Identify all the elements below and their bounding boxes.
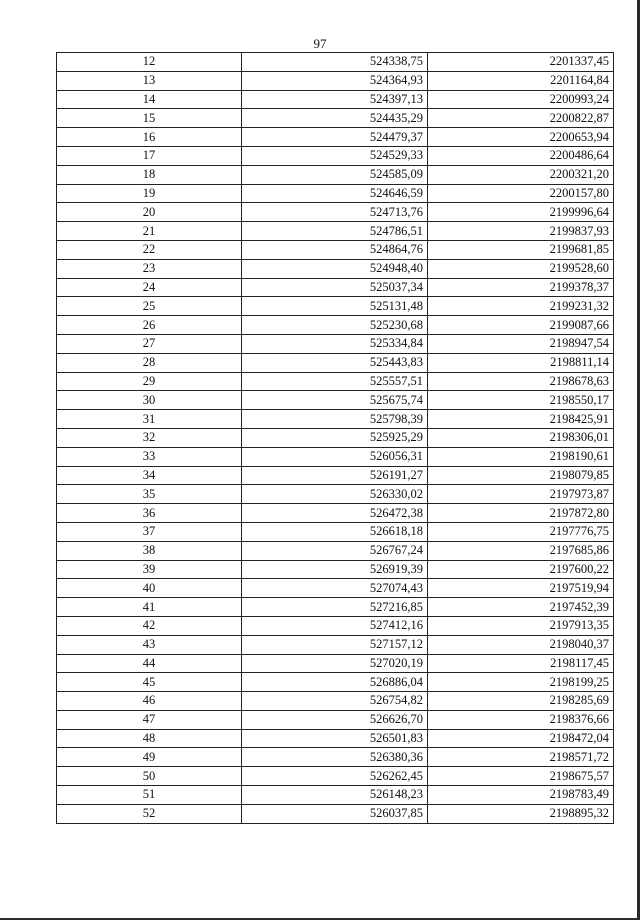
x-coordinate-cell: 526037,85 <box>242 804 428 823</box>
x-coordinate-cell: 525925,29 <box>242 428 428 447</box>
y-coordinate-cell: 2197600,22 <box>428 560 614 579</box>
point-number-cell: 25 <box>57 297 242 316</box>
point-number-cell: 52 <box>57 804 242 823</box>
table-row <box>57 90 614 109</box>
table-row <box>57 372 614 391</box>
point-number-cell: 15 <box>57 109 242 128</box>
point-number-cell: 42 <box>57 616 242 635</box>
table-row <box>57 316 614 335</box>
y-coordinate-cell: 2197973,87 <box>428 485 614 504</box>
point-number-cell: 39 <box>57 560 242 579</box>
y-coordinate-cell: 2200993,24 <box>428 90 614 109</box>
point-number-cell: 46 <box>57 692 242 711</box>
table-row <box>57 767 614 786</box>
y-coordinate-cell: 2198895,32 <box>428 804 614 823</box>
point-number-cell: 22 <box>57 240 242 259</box>
point-number-cell: 49 <box>57 748 242 767</box>
x-coordinate-cell: 527157,12 <box>242 635 428 654</box>
table-row <box>57 710 614 729</box>
point-number-cell: 40 <box>57 579 242 598</box>
x-coordinate-cell: 524435,29 <box>242 109 428 128</box>
table-row <box>57 522 614 541</box>
table-row <box>57 297 614 316</box>
y-coordinate-cell: 2197776,75 <box>428 522 614 541</box>
x-coordinate-cell: 526501,83 <box>242 729 428 748</box>
page-number: 97 <box>313 36 327 51</box>
y-coordinate-cell: 2198199,25 <box>428 673 614 692</box>
table-row <box>57 541 614 560</box>
x-coordinate-cell: 526330,02 <box>242 485 428 504</box>
y-coordinate-cell: 2200822,87 <box>428 109 614 128</box>
x-coordinate-cell: 524529,33 <box>242 146 428 165</box>
point-number-cell: 48 <box>57 729 242 748</box>
x-coordinate-cell: 525037,34 <box>242 278 428 297</box>
x-coordinate-cell: 525557,51 <box>242 372 428 391</box>
y-coordinate-cell: 2199996,64 <box>428 203 614 222</box>
x-coordinate-cell: 526754,82 <box>242 692 428 711</box>
table-row <box>57 71 614 90</box>
y-coordinate-cell: 2198306,01 <box>428 428 614 447</box>
x-coordinate-cell: 524364,93 <box>242 71 428 90</box>
x-coordinate-cell: 525334,84 <box>242 334 428 353</box>
table-row <box>57 391 614 410</box>
y-coordinate-cell: 2201164,84 <box>428 71 614 90</box>
x-coordinate-cell: 525798,39 <box>242 410 428 429</box>
table-row <box>57 598 614 617</box>
y-coordinate-cell: 2197685,86 <box>428 541 614 560</box>
point-number-cell: 18 <box>57 165 242 184</box>
point-number-cell: 21 <box>57 222 242 241</box>
table-row <box>57 259 614 278</box>
x-coordinate-cell: 526262,45 <box>242 767 428 786</box>
y-coordinate-cell: 2198550,17 <box>428 391 614 410</box>
point-number-cell: 35 <box>57 485 242 504</box>
x-coordinate-cell: 524397,13 <box>242 90 428 109</box>
point-number-cell: 43 <box>57 635 242 654</box>
point-number-cell: 14 <box>57 90 242 109</box>
table-row <box>57 428 614 447</box>
y-coordinate-cell: 2199681,85 <box>428 240 614 259</box>
point-number-cell: 41 <box>57 598 242 617</box>
table-row <box>57 466 614 485</box>
x-coordinate-cell: 524479,37 <box>242 128 428 147</box>
y-coordinate-cell: 2199528,60 <box>428 259 614 278</box>
x-coordinate-cell: 524585,09 <box>242 165 428 184</box>
y-coordinate-cell: 2200321,20 <box>428 165 614 184</box>
point-number-cell: 47 <box>57 710 242 729</box>
point-number-cell: 33 <box>57 447 242 466</box>
point-number-cell: 34 <box>57 466 242 485</box>
point-number-cell: 45 <box>57 673 242 692</box>
table-row <box>57 109 614 128</box>
y-coordinate-cell: 2198040,37 <box>428 635 614 654</box>
x-coordinate-cell: 527216,85 <box>242 598 428 617</box>
y-coordinate-cell: 2198190,61 <box>428 447 614 466</box>
y-coordinate-cell: 2198285,69 <box>428 692 614 711</box>
table-row <box>57 240 614 259</box>
table-row <box>57 635 614 654</box>
point-number-cell: 30 <box>57 391 242 410</box>
point-number-cell: 17 <box>57 146 242 165</box>
y-coordinate-cell: 2198376,66 <box>428 710 614 729</box>
y-coordinate-cell: 2198425,91 <box>428 410 614 429</box>
table-row <box>57 353 614 372</box>
table-row <box>57 485 614 504</box>
x-coordinate-cell: 524864,76 <box>242 240 428 259</box>
table-row <box>57 504 614 523</box>
x-coordinate-cell: 526618,18 <box>242 522 428 541</box>
x-coordinate-cell: 524338,75 <box>242 53 428 72</box>
table-row <box>57 278 614 297</box>
point-number-cell: 20 <box>57 203 242 222</box>
x-coordinate-cell: 526886,04 <box>242 673 428 692</box>
x-coordinate-cell: 527074,43 <box>242 579 428 598</box>
y-coordinate-cell: 2198678,63 <box>428 372 614 391</box>
point-number-cell: 26 <box>57 316 242 335</box>
point-number-cell: 29 <box>57 372 242 391</box>
point-number-cell: 13 <box>57 71 242 90</box>
table-row <box>57 165 614 184</box>
x-coordinate-cell: 526626,70 <box>242 710 428 729</box>
x-coordinate-cell: 524713,76 <box>242 203 428 222</box>
y-coordinate-cell: 2198947,54 <box>428 334 614 353</box>
table-row <box>57 146 614 165</box>
x-coordinate-cell: 526191,27 <box>242 466 428 485</box>
table-row <box>57 804 614 823</box>
y-coordinate-cell: 2198079,85 <box>428 466 614 485</box>
x-coordinate-cell: 526472,38 <box>242 504 428 523</box>
x-coordinate-cell: 525230,68 <box>242 316 428 335</box>
y-coordinate-cell: 2198472,04 <box>428 729 614 748</box>
point-number-cell: 37 <box>57 522 242 541</box>
x-coordinate-cell: 525131,48 <box>242 297 428 316</box>
table-row <box>57 560 614 579</box>
y-coordinate-cell: 2197519,94 <box>428 579 614 598</box>
y-coordinate-cell: 2197913,35 <box>428 616 614 635</box>
y-coordinate-cell: 2200653,94 <box>428 128 614 147</box>
table-row <box>57 673 614 692</box>
y-coordinate-cell: 2198675,57 <box>428 767 614 786</box>
x-coordinate-cell: 526056,31 <box>242 447 428 466</box>
x-coordinate-cell: 527412,16 <box>242 616 428 635</box>
table-row <box>57 729 614 748</box>
table-row <box>57 786 614 805</box>
point-number-cell: 50 <box>57 767 242 786</box>
x-coordinate-cell: 524646,59 <box>242 184 428 203</box>
point-number-cell: 16 <box>57 128 242 147</box>
y-coordinate-cell: 2201337,45 <box>428 53 614 72</box>
y-coordinate-cell: 2199087,66 <box>428 316 614 335</box>
table-row <box>57 579 614 598</box>
y-coordinate-cell: 2198811,14 <box>428 353 614 372</box>
table-row <box>57 203 614 222</box>
table-row <box>57 334 614 353</box>
y-coordinate-cell: 2198571,72 <box>428 748 614 767</box>
point-number-cell: 12 <box>57 53 242 72</box>
x-coordinate-cell: 526148,23 <box>242 786 428 805</box>
table-row <box>57 447 614 466</box>
point-number-cell: 23 <box>57 259 242 278</box>
x-coordinate-cell: 524948,40 <box>242 259 428 278</box>
y-coordinate-cell: 2198117,45 <box>428 654 614 673</box>
table-row <box>57 184 614 203</box>
point-number-cell: 36 <box>57 504 242 523</box>
table-row <box>57 410 614 429</box>
point-number-cell: 44 <box>57 654 242 673</box>
x-coordinate-cell: 527020,19 <box>242 654 428 673</box>
x-coordinate-cell: 526919,39 <box>242 560 428 579</box>
x-coordinate-cell: 526380,36 <box>242 748 428 767</box>
x-coordinate-cell: 526767,24 <box>242 541 428 560</box>
x-coordinate-cell: 525675,74 <box>242 391 428 410</box>
table-row <box>57 692 614 711</box>
point-number-cell: 27 <box>57 334 242 353</box>
y-coordinate-cell: 2197872,80 <box>428 504 614 523</box>
y-coordinate-cell: 2200486,64 <box>428 146 614 165</box>
table-row <box>57 53 614 72</box>
table-row <box>57 748 614 767</box>
point-number-cell: 31 <box>57 410 242 429</box>
table-row <box>57 616 614 635</box>
table-row <box>57 654 614 673</box>
x-coordinate-cell: 524786,51 <box>242 222 428 241</box>
y-coordinate-cell: 2199378,37 <box>428 278 614 297</box>
y-coordinate-cell: 2198783,49 <box>428 786 614 805</box>
y-coordinate-cell: 2199231,32 <box>428 297 614 316</box>
point-number-cell: 51 <box>57 786 242 805</box>
point-number-cell: 19 <box>57 184 242 203</box>
point-number-cell: 32 <box>57 428 242 447</box>
y-coordinate-cell: 2199837,93 <box>428 222 614 241</box>
point-number-cell: 24 <box>57 278 242 297</box>
table-row <box>57 222 614 241</box>
point-number-cell: 38 <box>57 541 242 560</box>
y-coordinate-cell: 2197452,39 <box>428 598 614 617</box>
coordinates-table-body <box>57 53 614 824</box>
y-coordinate-cell: 2200157,80 <box>428 184 614 203</box>
point-number-cell: 28 <box>57 353 242 372</box>
table-row <box>57 128 614 147</box>
x-coordinate-cell: 525443,83 <box>242 353 428 372</box>
coordinates-table <box>56 52 614 824</box>
